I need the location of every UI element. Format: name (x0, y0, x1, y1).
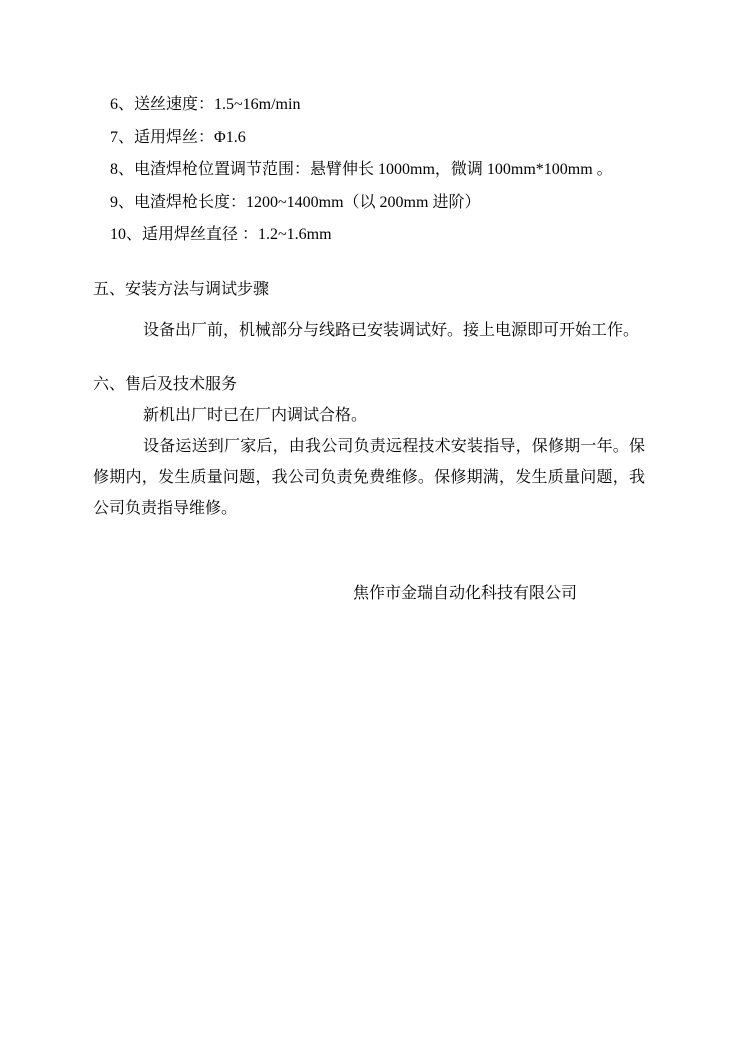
spec-item-gun-length: 9、电渣焊枪长度：1200~1400mm（以 200mm 进阶） (110, 193, 481, 211)
section-heading-after-sales: 六、售后及技术服务 (93, 376, 238, 393)
spec-list (110, 89, 670, 252)
spec-item-wire-diameter: 10、适用焊丝直径 ：1.2~1.6mm (110, 226, 332, 243)
spec-item-gun-position-range: 8、电渣焊枪位置调节范围：悬臂伸长 1000mm，微调 100mm*100mm 。 (110, 161, 613, 178)
company-signature: 焦作市金瑞自动化科技有限公司 (353, 585, 578, 602)
spec-item-wire-feed-speed: 6、送丝速度：1.5~16m/min (110, 96, 301, 113)
paragraph-factory-test: 新机出厂时已在厂内调试合格。 (143, 407, 368, 424)
paragraph-warranty: 设备运送到厂家后，由我公司负责远程技术安装指导，保修期一年。保修期内，发生质量问题，我公司负责免费维修。保修期满，发生质量问题，我公司负责指导维修。 (93, 438, 645, 517)
section-heading-installation: 五、安装方法与调试步骤 (93, 281, 270, 298)
paragraph-installation: 设备出厂前，机械部分与线路已安装调试好。接上电源即可开始工作。 (143, 322, 640, 339)
spec-item-applicable-wire: 7、适用焊丝：Φ1.6 (110, 128, 246, 146)
